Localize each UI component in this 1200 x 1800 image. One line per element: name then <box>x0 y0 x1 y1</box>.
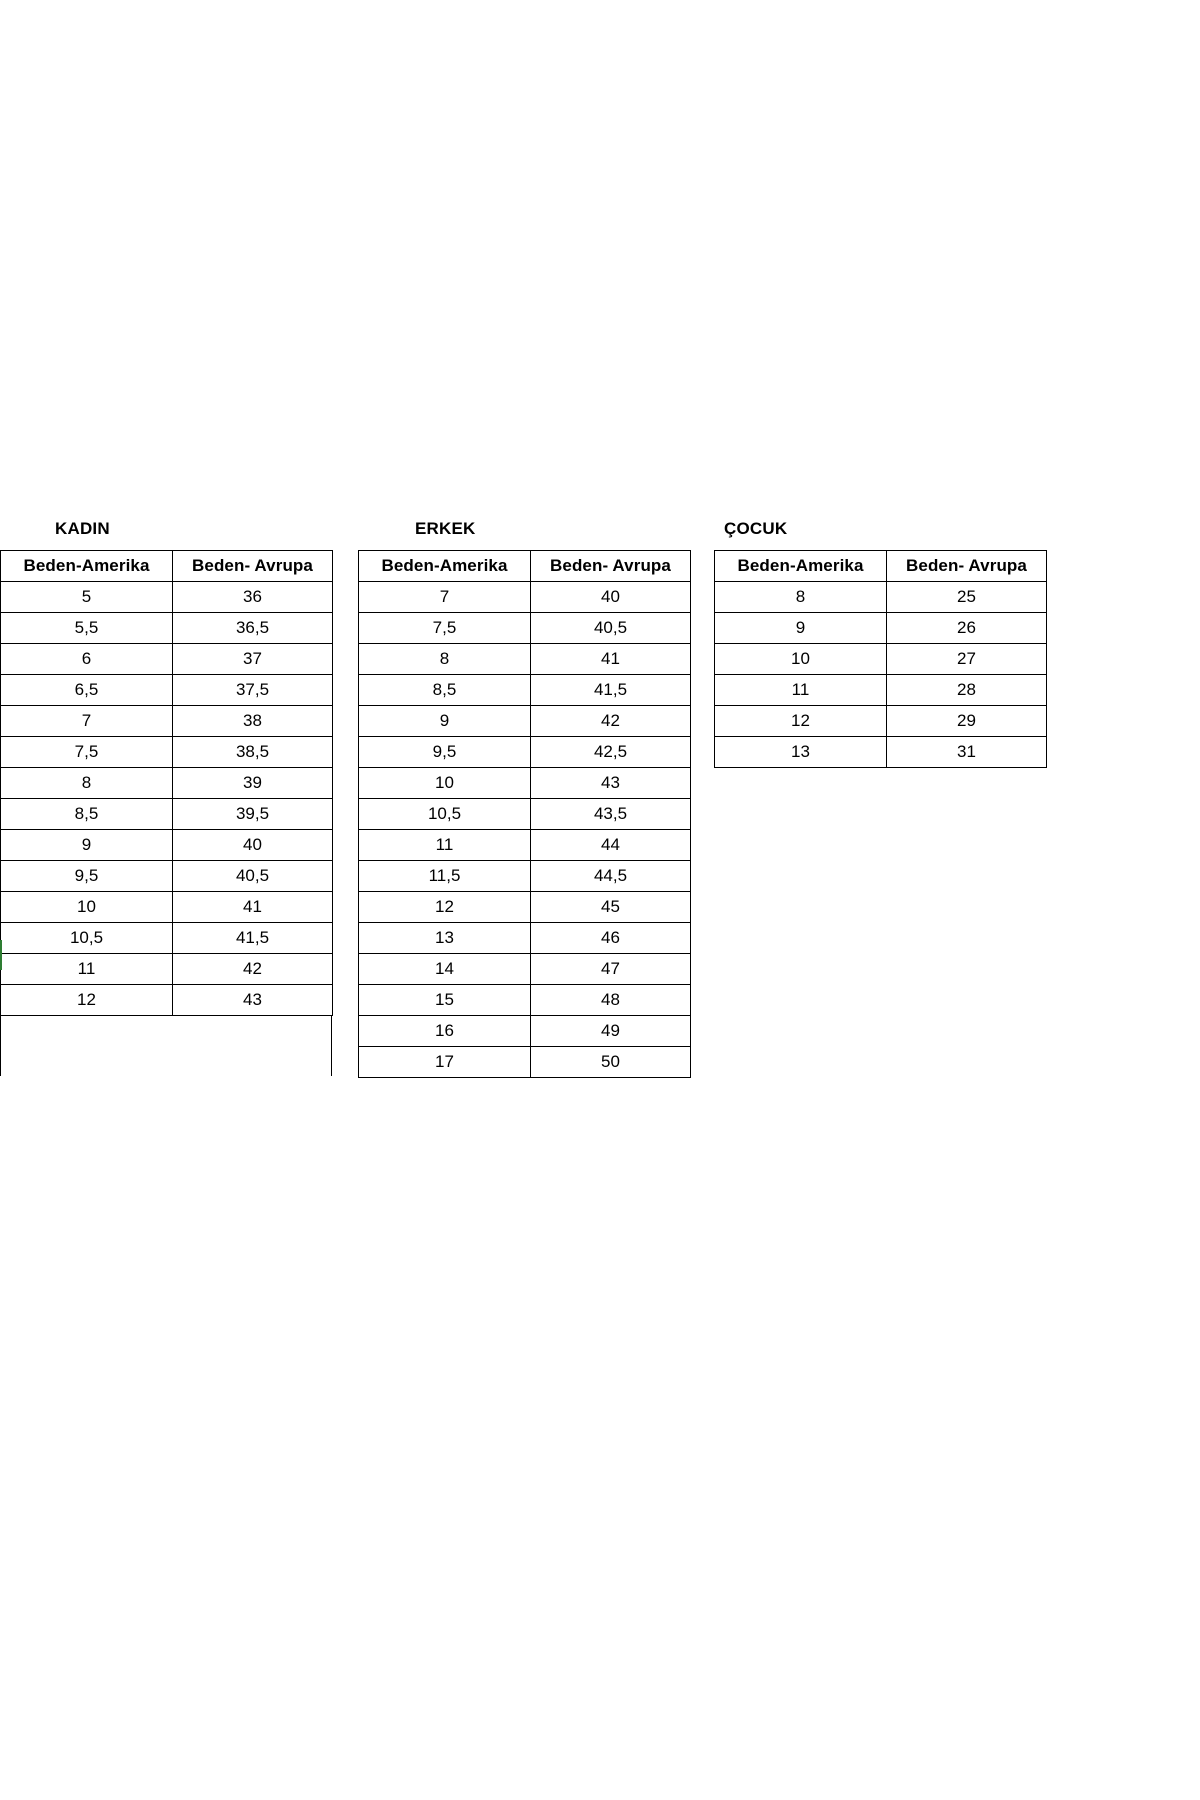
table-tail-kadin <box>0 1016 332 1076</box>
cell-us: 10,5 <box>1 923 173 954</box>
cell-us: 11 <box>1 954 173 985</box>
table-row <box>1 737 333 768</box>
group-title-cocuk: ÇOCUK <box>724 519 788 538</box>
cell-eu: 47 <box>531 954 691 985</box>
table-row <box>359 799 691 830</box>
cell-us: 11 <box>359 830 531 861</box>
cell-us: 8,5 <box>359 675 531 706</box>
column-header-amerika: Beden-Amerika <box>1 551 173 582</box>
group-title-kadin: KADIN <box>55 519 110 538</box>
table-header-row <box>715 551 1047 582</box>
cell-eu: 40 <box>531 582 691 613</box>
cell-us: 15 <box>359 985 531 1016</box>
table-row <box>359 1016 691 1047</box>
table-row <box>1 830 333 861</box>
cell-us: 5 <box>1 582 173 613</box>
table-row <box>359 613 691 644</box>
table-row <box>359 675 691 706</box>
cell-us: 10,5 <box>359 799 531 830</box>
table-row <box>359 644 691 675</box>
cell-us: 13 <box>359 923 531 954</box>
cell-eu: 48 <box>531 985 691 1016</box>
cell-us: 10 <box>359 768 531 799</box>
cell-eu: 38 <box>173 706 333 737</box>
table-row <box>1 923 333 954</box>
cell-us: 7 <box>1 706 173 737</box>
cell-eu: 41 <box>173 892 333 923</box>
cell-us: 11 <box>715 675 887 706</box>
cell-us: 9,5 <box>359 737 531 768</box>
size-table-kadin <box>0 550 333 1016</box>
table-row <box>1 861 333 892</box>
cell-us: 12 <box>359 892 531 923</box>
cell-us: 17 <box>359 1047 531 1078</box>
cell-eu: 40 <box>173 830 333 861</box>
column-header-amerika: Beden-Amerika <box>715 551 887 582</box>
cell-eu: 41 <box>531 644 691 675</box>
cell-eu: 39,5 <box>173 799 333 830</box>
table-row <box>359 1047 691 1078</box>
cell-eu: 29 <box>887 706 1047 737</box>
cell-eu: 27 <box>887 644 1047 675</box>
size-table-erkek <box>358 550 691 1078</box>
table-row <box>359 954 691 985</box>
cell-eu: 40,5 <box>173 861 333 892</box>
table-row <box>359 582 691 613</box>
cell-us: 16 <box>359 1016 531 1047</box>
size-table-cocuk <box>714 550 1047 768</box>
size-chart-sheet <box>0 508 1200 1071</box>
cell-eu: 42 <box>173 954 333 985</box>
cell-eu: 42 <box>531 706 691 737</box>
cell-eu: 37 <box>173 644 333 675</box>
column-header-avrupa: Beden- Avrupa <box>887 551 1047 582</box>
cell-us: 7,5 <box>1 737 173 768</box>
table-row <box>715 675 1047 706</box>
cell-eu: 26 <box>887 613 1047 644</box>
selection-highlight <box>0 940 2 970</box>
cell-us: 6 <box>1 644 173 675</box>
column-header-avrupa: Beden- Avrupa <box>531 551 691 582</box>
table-row <box>359 923 691 954</box>
cell-eu: 40,5 <box>531 613 691 644</box>
size-tables-row <box>0 508 1200 1078</box>
table-row <box>1 892 333 923</box>
cell-us: 10 <box>1 892 173 923</box>
group-title-erkek: ERKEK <box>415 519 476 538</box>
cell-us: 12 <box>1 985 173 1016</box>
table-row <box>359 768 691 799</box>
cell-eu: 38,5 <box>173 737 333 768</box>
cell-eu: 50 <box>531 1047 691 1078</box>
table-header-row <box>359 551 691 582</box>
column-header-avrupa: Beden- Avrupa <box>173 551 333 582</box>
cell-eu: 36 <box>173 582 333 613</box>
cell-eu: 49 <box>531 1016 691 1047</box>
cell-us: 12 <box>715 706 887 737</box>
cell-eu: 39 <box>173 768 333 799</box>
cell-us: 13 <box>715 737 887 768</box>
column-header-amerika: Beden-Amerika <box>359 551 531 582</box>
cell-us: 9 <box>715 613 887 644</box>
cell-eu: 36,5 <box>173 613 333 644</box>
sheet-rule-right <box>331 1016 332 1076</box>
table-row <box>359 737 691 768</box>
cell-us: 8,5 <box>1 799 173 830</box>
cell-eu: 28 <box>887 675 1047 706</box>
table-row <box>359 861 691 892</box>
cell-us: 5,5 <box>1 613 173 644</box>
cell-us: 14 <box>359 954 531 985</box>
cell-eu: 43 <box>173 985 333 1016</box>
cell-us: 8 <box>1 768 173 799</box>
table-row <box>1 799 333 830</box>
cell-us: 7,5 <box>359 613 531 644</box>
size-table-block-erkek <box>358 508 690 1078</box>
cell-eu: 43,5 <box>531 799 691 830</box>
cell-us: 6,5 <box>1 675 173 706</box>
cell-us: 10 <box>715 644 887 675</box>
cell-us: 8 <box>715 582 887 613</box>
cell-us: 11,5 <box>359 861 531 892</box>
cell-us: 9 <box>1 830 173 861</box>
table-row <box>359 892 691 923</box>
cell-eu: 41,5 <box>173 923 333 954</box>
cell-eu: 44,5 <box>531 861 691 892</box>
table-row <box>715 737 1047 768</box>
table-row <box>715 706 1047 737</box>
cell-us: 9 <box>359 706 531 737</box>
table-header-row <box>1 551 333 582</box>
table-row <box>1 706 333 737</box>
table-row <box>715 644 1047 675</box>
cell-eu: 45 <box>531 892 691 923</box>
table-row <box>359 985 691 1016</box>
table-row <box>1 675 333 706</box>
sheet-rule-left <box>0 1016 1 1076</box>
cell-eu: 43 <box>531 768 691 799</box>
cell-eu: 42,5 <box>531 737 691 768</box>
table-row <box>1 613 333 644</box>
cell-us: 7 <box>359 582 531 613</box>
table-row <box>1 954 333 985</box>
cell-eu: 31 <box>887 737 1047 768</box>
table-row <box>715 613 1047 644</box>
cell-eu: 44 <box>531 830 691 861</box>
table-row <box>1 985 333 1016</box>
size-table-block-cocuk <box>714 508 1046 768</box>
size-table-block-kadin <box>0 508 332 1076</box>
table-row <box>1 644 333 675</box>
cell-eu: 46 <box>531 923 691 954</box>
cell-us: 8 <box>359 644 531 675</box>
cell-eu: 37,5 <box>173 675 333 706</box>
table-row <box>359 706 691 737</box>
cell-eu: 41,5 <box>531 675 691 706</box>
cell-us: 9,5 <box>1 861 173 892</box>
cell-eu: 25 <box>887 582 1047 613</box>
table-row <box>1 582 333 613</box>
table-row <box>715 582 1047 613</box>
table-row <box>359 830 691 861</box>
table-row <box>1 768 333 799</box>
